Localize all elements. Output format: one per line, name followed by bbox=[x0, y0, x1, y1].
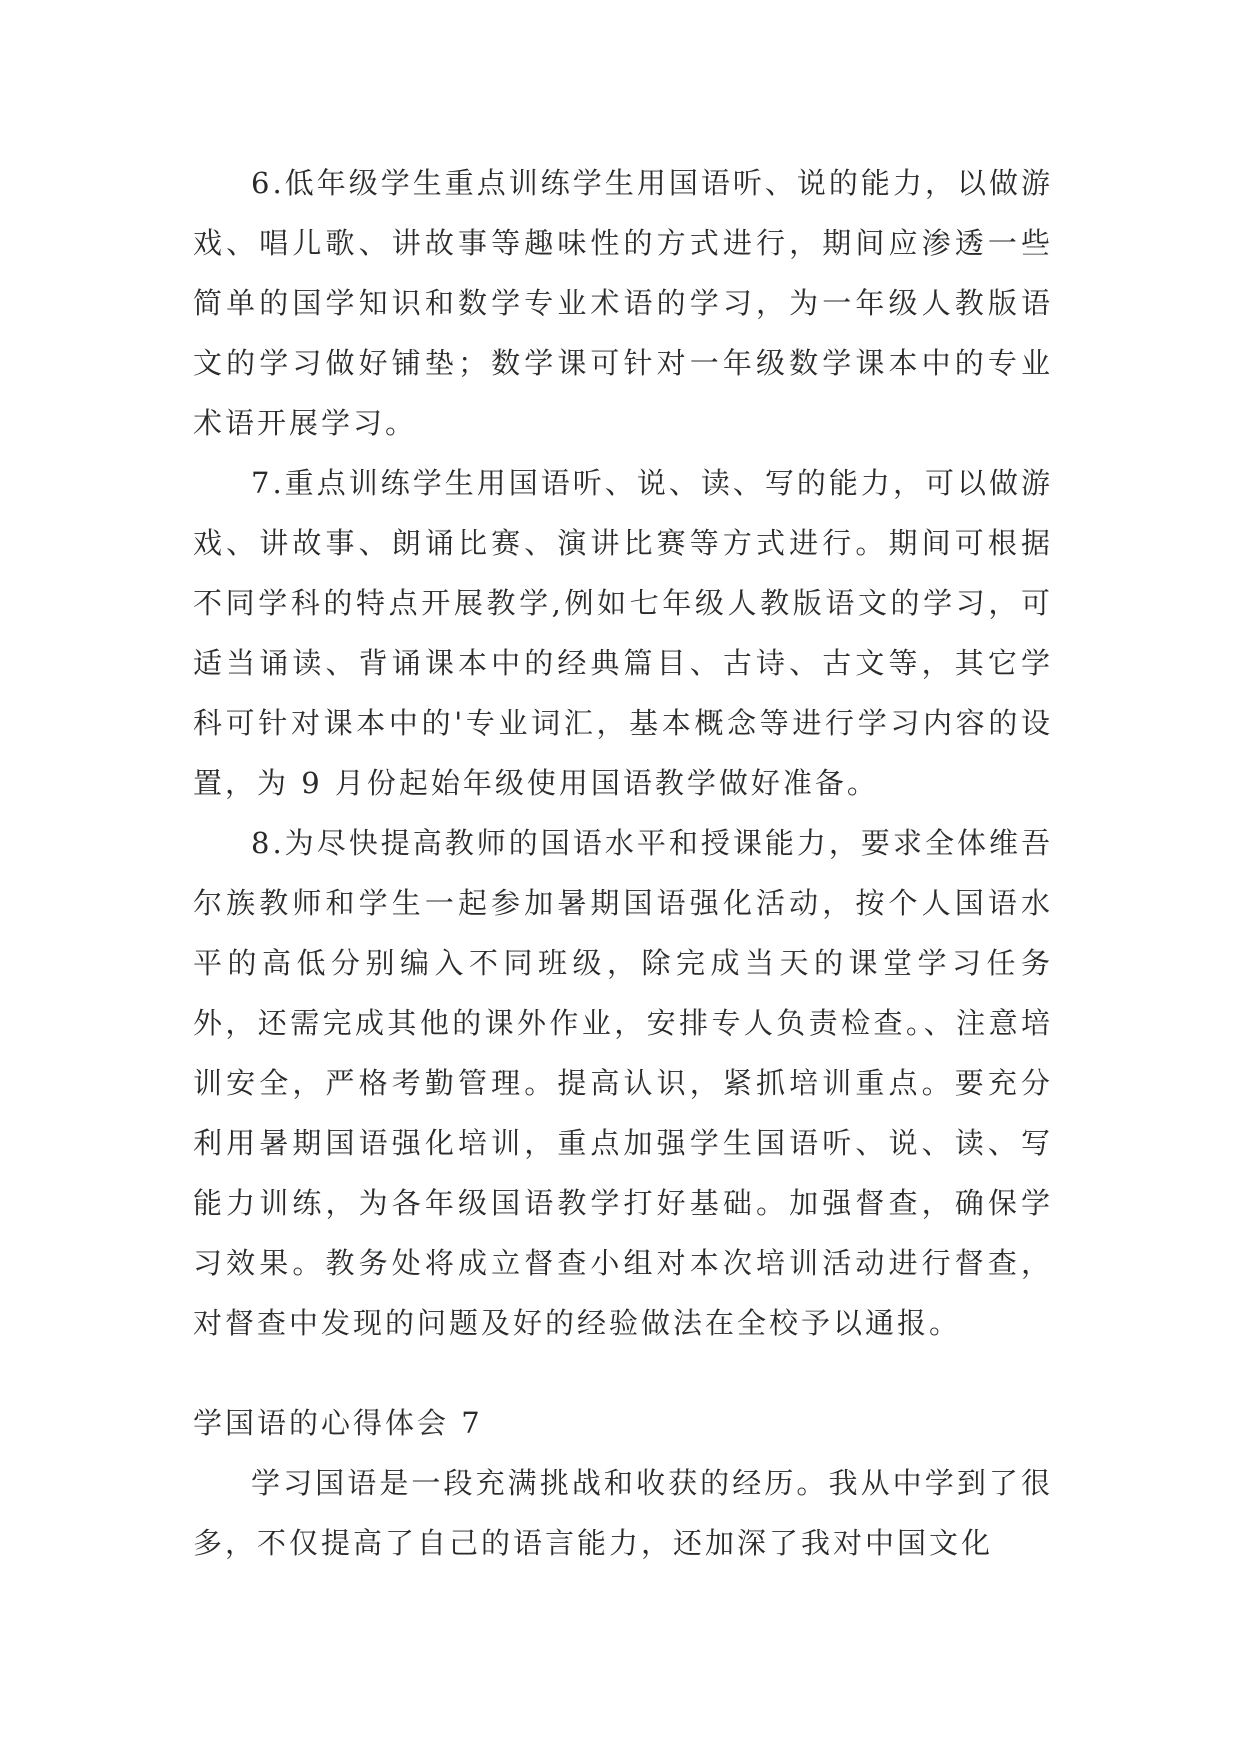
section-title: 学国语的心得体会 7 bbox=[193, 1406, 483, 1440]
paragraph-item-7: 7.重点训练学生用国语听、说、读、写的能力，可以做游戏、讲故事、朗诵比赛、演讲比赛等方式进行。期间可根据不同学科的特点开展教学,例如七年级人教版语文的学习，可适当诵读、背诵课本中的经典篇目、古诗、古文等，其它学科可针对课本中的'专业词汇，基本概念等进行学习内容的设置，为 9 月份起始年级使用国语教学做好准备。 bbox=[193, 466, 1053, 800]
paragraph-item-8: 8.为尽快提高教师的国语水平和授课能力，要求全体维吾尔族教师和学生一起参加暑期国语强化活动，按个人国语水平的高低分别编入不同班级，除完成当天的课堂学习任务外，还需完成其他的课外作业，安排专人负责检查。、注意培训安全，严格考勤管理。提高认识，紧抓培训重点。要充分利用暑期国语强化培训，重点加强学生国语听、说、读、写能力训练，为各年级国语教学打好基础。加强督查，确保学习效果。教务处将成立督查小组对本次培训活动进行督查，对督查中发现的问题及好的经验做法在全校予以通报。 bbox=[193, 826, 1053, 1340]
paragraph-item-6: 6.低年级学生重点训练学生用国语听、说的能力，以做游戏、唱儿歌、讲故事等趣味性的方式进行，期间应渗透一些简单的国学知识和数学专业术语的学习，为一年级人教版语文的学习做好铺垫；数学课可针对一年级数学课本中的专业术语开展学习。 bbox=[193, 166, 1053, 440]
section-paragraph: 学习国语是一段充满挑战和收获的经历。我从中学到了很多，不仅提高了自己的语言能力，还加深了我对中国文化 bbox=[193, 1466, 1053, 1560]
document-body bbox=[193, 153, 1053, 1573]
